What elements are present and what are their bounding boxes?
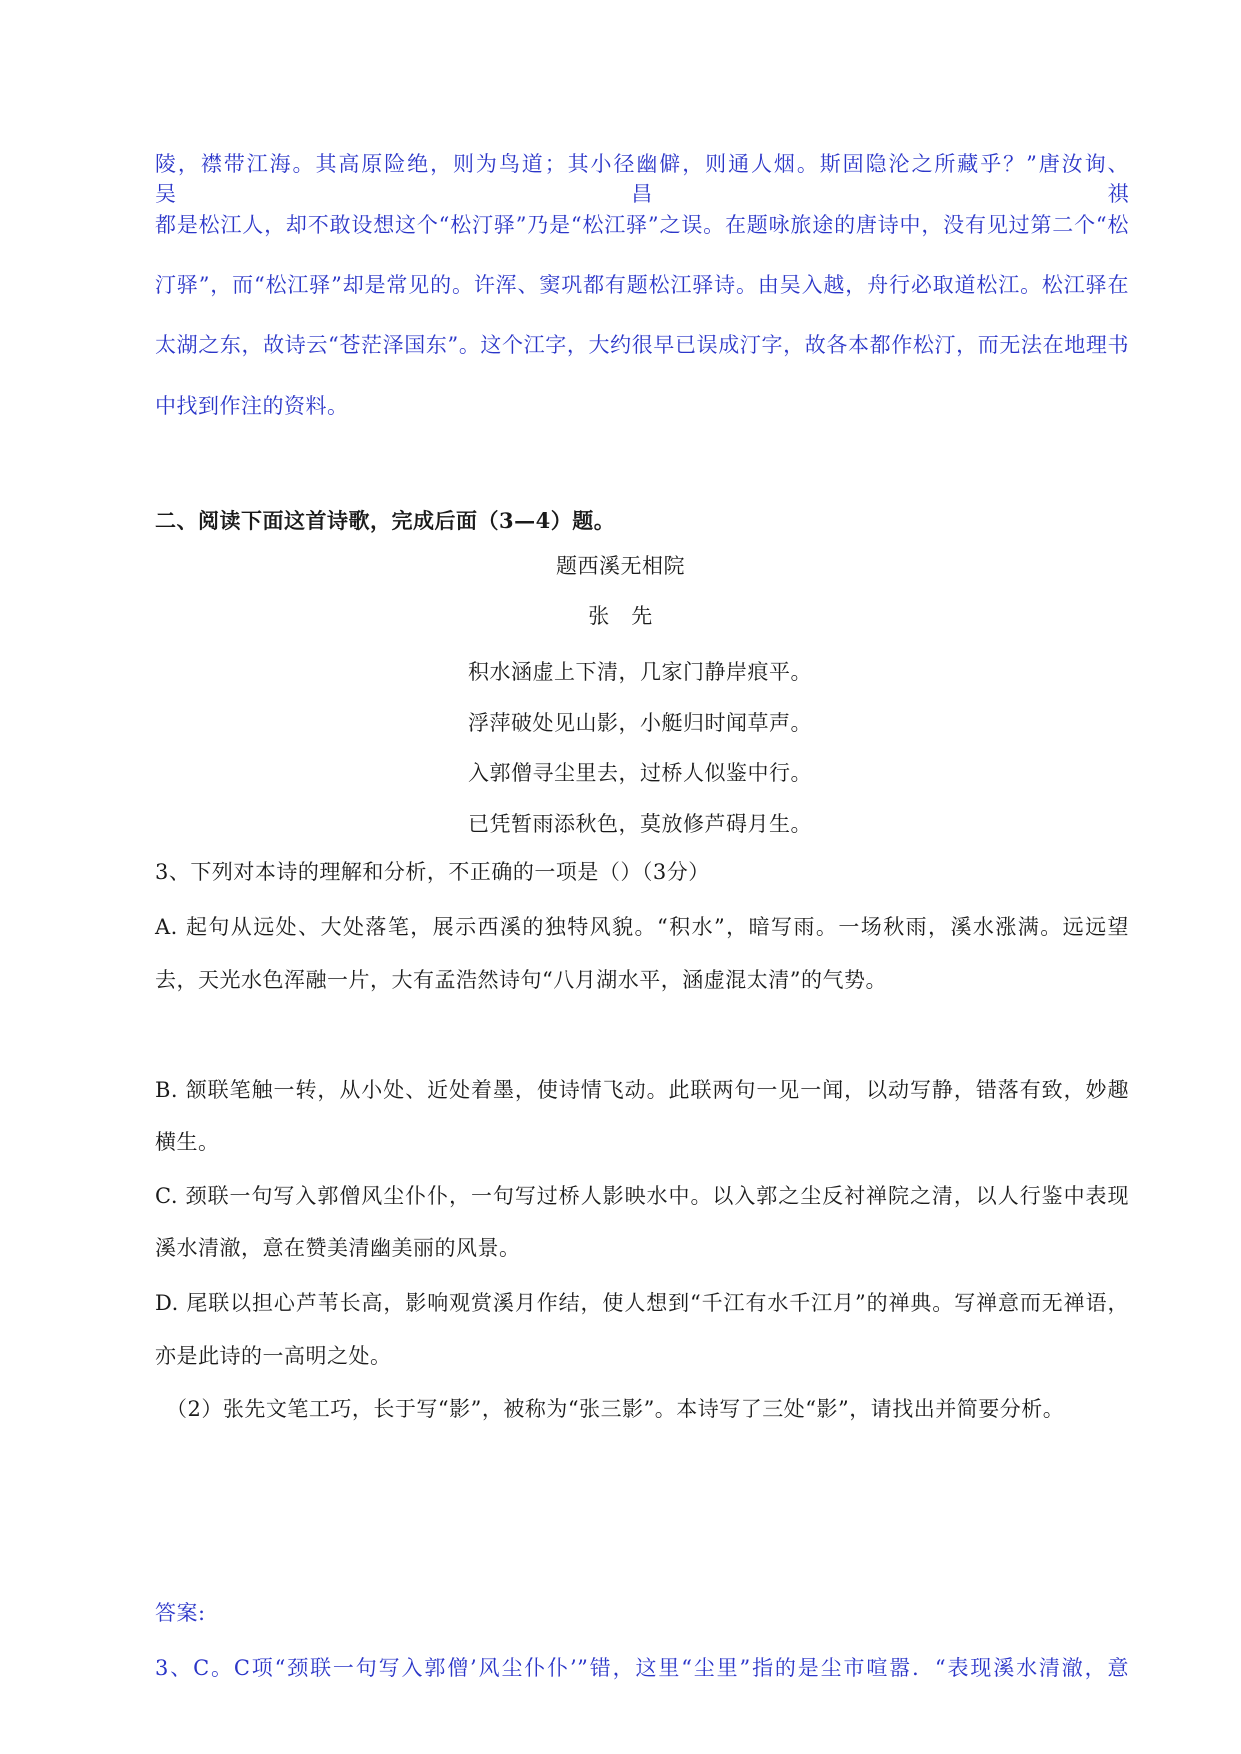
passage-line-3: 汀驿”，而“松江驿”却是常见的。许浑、窦巩都有题松江驿诗。由吴入越，舟行必取道松江。松江驿在 [155,273,1129,297]
question-3-stem: 3、下列对本诗的理解和分析，不正确的一项是（）（3分） [155,860,710,884]
answer-line-1: 3、C。C项“颈联一句写入郭僧’风尘仆仆’”错，这里“尘里”指的是尘市喧嚣．“表现溪水清澈，意 [155,1656,1129,1680]
option-c-line-2: 溪水清澈，意在赞美清幽美丽的风景。 [155,1236,521,1260]
option-d-line-2: 亦是此诗的一高明之处。 [155,1344,392,1368]
poem-line-1: 积水涵虚上下清，几家门静岸痕平。 [468,660,812,684]
option-a-line-2: 去，天光水色浑融一片，大有孟浩然诗句“八月湖水平，涵虚混太清”的气势。 [155,968,887,992]
option-b-line-1: B. 颔联笔触一转，从小处、近处着墨，使诗情飞动。此联两句一见一闻，以动写静，错落有致，妙趣 [155,1078,1129,1102]
poem-line-2: 浮萍破处见山影，小艇归时闻草声。 [468,711,812,735]
answer-label: 答案: [155,1601,206,1625]
option-b-line-2: 横生。 [155,1130,220,1154]
option-d-line-1: D. 尾联以担心芦苇长高，影响观赏溪月作结，使人想到“千江有水千江月”的禅典。写禅意而无禅语， [155,1291,1129,1315]
question-4-stem: （2）张先文笔工巧，长于写“影”，被称为“张三影”。本诗写了三处“影”，请找出并简要分析。 [166,1397,1065,1421]
poem-author: 张 先 [588,604,653,628]
passage-line-5: 中找到作注的资料。 [155,394,349,418]
poem-line-4: 已凭暂雨添秋色，莫放修芦碍月生。 [468,812,812,836]
option-a-line-1: A. 起句从远处、大处落笔，展示西溪的独特风貌。“积水”，暗写雨。一场秋雨，溪水涨满。远远望 [155,915,1129,939]
passage-line-2: 都是松江人，却不敢设想这个“松汀驿”乃是“松江驿”之误。在题咏旅途的唐诗中，没有见过第二个“松 [155,213,1129,237]
passage-line-1: 陵，襟带江海。其高原险绝，则为鸟道；其小径幽僻，则通人烟。斯固隐沦之所藏乎？”唐汝询、吴昌祺 [155,152,1129,206]
option-c-line-1: C. 颈联一句写入郭僧风尘仆仆，一句写过桥人影映水中。以入郭之尘反衬禅院之清，以人行鉴中表现 [155,1184,1129,1208]
poem-line-3: 入郭僧寻尘里去，过桥人似鉴中行。 [468,761,812,785]
passage-line-4: 太湖之东，故诗云“苍茫泽国东”。这个江字，大约很早已误成汀字，故各本都作松汀，而无法在地理书 [155,333,1129,357]
poem-title: 题西溪无相院 [556,554,685,578]
section-heading: 二、阅读下面这首诗歌，完成后面（3—4）题。 [155,508,616,533]
